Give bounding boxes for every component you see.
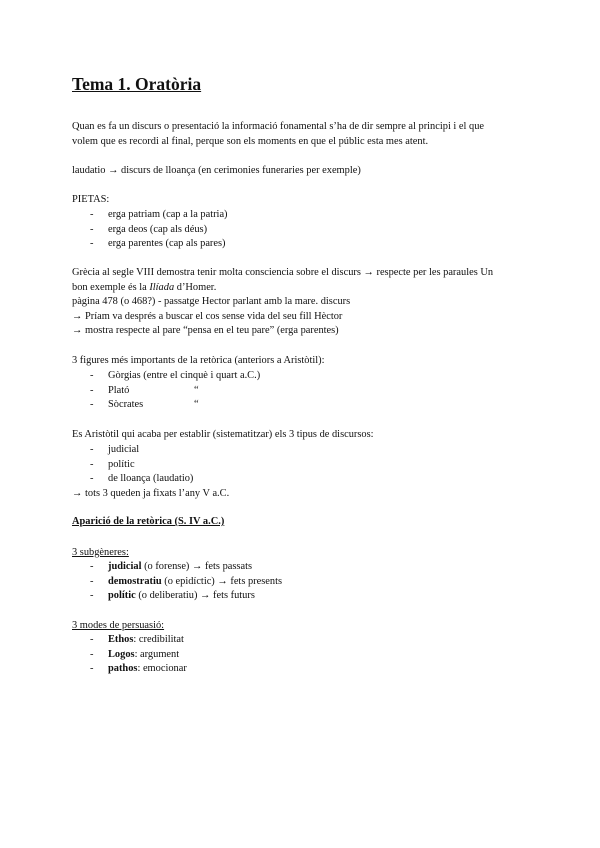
term-description: (o forense) → fets passats [141, 561, 253, 572]
pietas-list [90, 208, 228, 252]
intro-line-1: Quan es fa un discurs o presentació la informació fonamental s’ha de dir sempre al principi i el que [72, 121, 485, 132]
aristotil-footer: → tots 3 queden ja fixats l’any V a.C. [72, 488, 230, 499]
list-item [90, 369, 350, 384]
figure-name: Sòcrates [108, 399, 144, 411]
term-bold: Logos [108, 648, 135, 660]
aristotil-list [90, 443, 193, 487]
list-item: - erga patriam (cap a la patria) [90, 208, 228, 223]
list-item [90, 589, 282, 604]
term-description: : emocionar [137, 663, 187, 675]
grecia-line-2-prefix: bon exemple és la [72, 281, 150, 293]
term-bold: pathos [108, 663, 138, 675]
grecia-line-2-suffix: d’Homer. [174, 281, 217, 293]
list-item [90, 662, 187, 677]
page-title: Tema 1. Oratòria [72, 74, 202, 94]
term-description: : credibilitat [133, 634, 184, 645]
grecia-line-3: pàgina 478 (o 468?) - passatge Hector parlant amb la mare. discurs [72, 296, 351, 308]
grecia-line-4: → Príam va després a buscar el cos sense vida del seu fill Hèctor [72, 310, 343, 322]
figures-list [90, 369, 350, 413]
intro-paragraph [72, 120, 532, 149]
term-bold: demostratiu [108, 575, 162, 587]
list-item [90, 648, 187, 663]
grecia-line-5: → mostra respecte al pare “pensa en el teu pare” (erga parentes) [72, 325, 339, 337]
term-bold: polític [108, 590, 136, 602]
term-description: : argument [134, 648, 180, 660]
term-bold: judicial [108, 561, 142, 572]
subgeneres-list [90, 560, 282, 604]
list-item: - de lloança (laudatio) [90, 472, 193, 487]
aristotil-heading: Es Aristòtil qui acaba per establir (sistematitzar) els 3 tipus de discursos: [72, 429, 374, 440]
term-description: (o deliberatiu) → fets futurs [135, 590, 255, 602]
intro-line-2: volem que es recordi al final, perque son els moments en que el públic esta mes atent. [72, 135, 429, 147]
list-item [90, 575, 282, 590]
modes-list [90, 633, 187, 677]
list-item [90, 633, 187, 648]
modes-heading: 3 modes de persuasió: [72, 620, 165, 631]
list-item: - judicial [90, 443, 193, 458]
list-item [90, 398, 350, 413]
term-description: (o epidíctic) → fets presents [161, 575, 283, 587]
subgeneres-heading: 3 subgèneres: [72, 547, 129, 558]
laudatio-line: laudatio → discurs de lloança (en cerimonies funeraries per exemple) [72, 165, 361, 176]
grecia-line-1: Grècia al segle VIII demostra tenir molta consciencia sobre el discurs → respecte per les paraules Un [72, 267, 494, 278]
aparicio-heading: Aparició de la retòrica (S. IV a.C.) [72, 516, 225, 527]
pietas-heading: PIETAS: [72, 194, 110, 205]
iliada-title: Ilíada [149, 281, 175, 293]
grecia-paragraph [72, 266, 532, 339]
list-item: - erga parentes (cap als pares) [90, 237, 228, 252]
figure-name: Plató [108, 384, 130, 396]
ditto-mark: “ [194, 399, 199, 411]
list-item: - erga deos (cap als déus) [90, 223, 228, 238]
list-item: - polític [90, 458, 193, 473]
list-item [90, 560, 282, 575]
term-bold: Ethos [108, 634, 134, 645]
list-item [90, 384, 350, 399]
figures-heading: 3 figures més importants de la retòrica (anteriors a Aristòtil): [72, 355, 325, 366]
ditto-mark: “ [194, 384, 199, 396]
figure-name: Gòrgias (entre el cinquè i quart a.C.) [108, 370, 261, 381]
